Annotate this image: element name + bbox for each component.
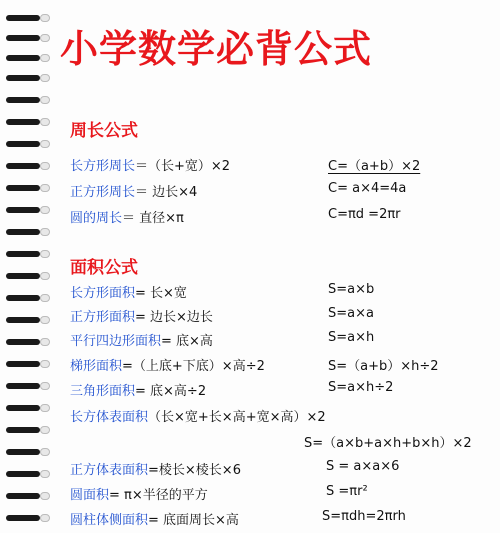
formula-expression: S=a×a bbox=[328, 306, 374, 321]
binding-ring bbox=[6, 74, 50, 82]
formula-expression: S=a×h÷2 bbox=[328, 380, 394, 395]
formula-label: 梯形面积 bbox=[70, 359, 123, 374]
formula-row bbox=[70, 207, 495, 229]
binding-ring bbox=[6, 54, 50, 62]
formula-label: 长方形面积 bbox=[70, 286, 136, 301]
formula-definition: = 底面周长×高 bbox=[148, 513, 239, 528]
formula-expression: S =πr² bbox=[326, 484, 368, 499]
formula-row bbox=[70, 380, 495, 402]
spiral-binding bbox=[0, 0, 54, 533]
formula-expression: S=a×b bbox=[328, 282, 375, 297]
formula-label: 圆的周长 bbox=[70, 211, 123, 226]
binding-ring bbox=[6, 184, 50, 192]
binding-ring bbox=[6, 514, 50, 522]
formula-definition: = 底×高 bbox=[161, 334, 213, 349]
binding-ring bbox=[6, 14, 50, 22]
formula-definition: = 底×高÷2 bbox=[135, 384, 207, 399]
binding-ring bbox=[6, 118, 50, 126]
formula-label: 圆面积 bbox=[70, 488, 110, 503]
formula-definition: =（上底+下底）×高÷2 bbox=[122, 359, 265, 374]
formula-row bbox=[70, 181, 495, 203]
formula-definition: （长×宽+长×高+宽×高）×2 bbox=[148, 410, 326, 425]
formula-definition: = 边长×边长 bbox=[135, 310, 213, 325]
binding-ring bbox=[6, 272, 50, 280]
page-title: 小学数学必背公式 bbox=[60, 27, 373, 71]
formula-label: 平行四边形面积 bbox=[70, 334, 162, 349]
binding-ring bbox=[6, 228, 50, 236]
binding-ring bbox=[6, 162, 50, 170]
formula-row bbox=[70, 355, 495, 377]
formula-definition: = π×半径的平方 bbox=[109, 488, 208, 503]
formula-expression: S=a×h bbox=[328, 330, 375, 345]
binding-ring bbox=[6, 382, 50, 390]
binding-ring bbox=[6, 360, 50, 368]
binding-ring bbox=[6, 492, 50, 500]
binding-ring bbox=[6, 404, 50, 412]
binding-ring bbox=[6, 470, 50, 478]
formula-expression: S=（a×b+a×h+b×h）×2 bbox=[304, 436, 472, 451]
binding-ring bbox=[6, 34, 50, 42]
binding-ring bbox=[6, 206, 50, 214]
formula-definition: ＝ 边长×4 bbox=[135, 185, 198, 200]
binding-ring bbox=[6, 448, 50, 456]
formula-row bbox=[70, 306, 495, 328]
formula-row bbox=[70, 484, 495, 506]
formula-expression: C= a×4=4a bbox=[328, 181, 407, 196]
formula-row bbox=[70, 406, 495, 452]
formula-expression: C=（a+b）×2 bbox=[328, 159, 421, 174]
formula-definition: = 长×宽 bbox=[135, 286, 187, 301]
formula-expression: S=（a+b）×h÷2 bbox=[328, 359, 439, 374]
formula-row bbox=[70, 282, 495, 304]
formula-definition: =棱长×棱长×6 bbox=[148, 463, 241, 478]
formula-row bbox=[70, 509, 495, 531]
formula-label: 三角形面积 bbox=[70, 384, 136, 399]
binding-ring bbox=[6, 426, 50, 434]
binding-ring bbox=[6, 294, 50, 302]
formula-expression: S=πdh=2πrh bbox=[322, 509, 406, 524]
binding-ring bbox=[6, 316, 50, 324]
formula-label: 长方体表面积 bbox=[70, 410, 149, 425]
formula-expression: C=πd =2πr bbox=[328, 207, 401, 222]
formula-row bbox=[70, 330, 495, 352]
binding-ring bbox=[6, 140, 50, 148]
binding-ring bbox=[6, 250, 50, 258]
formula-row bbox=[70, 155, 495, 177]
formula-row bbox=[70, 459, 495, 481]
formula-label: 正方形面积 bbox=[70, 310, 136, 325]
formula-definition: ＝ 直径×π bbox=[122, 211, 184, 226]
formula-label: 圆柱体侧面积 bbox=[70, 513, 149, 528]
formula-expression: S = a×a×6 bbox=[326, 459, 400, 474]
section-heading-area: 面积公式 bbox=[70, 258, 138, 278]
formula-definition: ＝（长+宽）×2 bbox=[135, 159, 231, 174]
binding-ring bbox=[6, 338, 50, 346]
formula-label: 长方形周长 bbox=[70, 159, 136, 174]
formula-label: 正方形周长 bbox=[70, 185, 136, 200]
section-heading-perimeter: 周长公式 bbox=[70, 121, 138, 141]
formula-label: 正方体表面积 bbox=[70, 463, 149, 478]
binding-ring bbox=[6, 96, 50, 104]
